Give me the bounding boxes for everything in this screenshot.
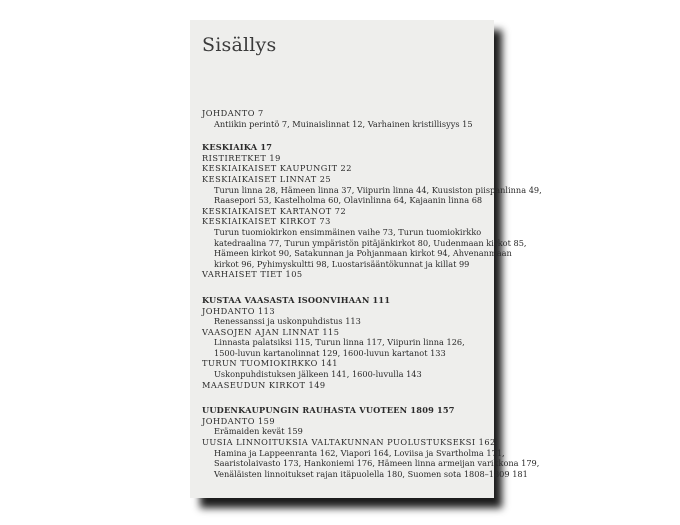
toc-entry-text: UUSIA LINNOITUKSIA VALTAKUNNAN PUOLUSTUKSEKSI bbox=[202, 437, 476, 448]
toc-entry-text: Turun linna 28, Hämeen linna 37, Viipurin linna 44, Kuusiston piispanlinna 49, bbox=[214, 184, 542, 195]
table-of-contents bbox=[202, 108, 542, 479]
toc-chapter bbox=[202, 269, 494, 280]
toc-subentries bbox=[202, 248, 512, 259]
toc-chapter bbox=[202, 174, 494, 185]
toc-chapter bbox=[202, 380, 494, 391]
toc-entry-text: Antiikin perintö 7, Muinaislinnat 12, Varhainen kristillisyys 15 bbox=[214, 118, 473, 129]
toc-entry-text: Saaristolaivasto 173, Hankoniemi 176, Hämeen linna armeijan varikkona 179, bbox=[214, 458, 540, 469]
toc-page-number: 105 bbox=[285, 269, 303, 280]
toc-entry-text: JOHDANTO bbox=[202, 305, 255, 316]
toc-chapter bbox=[202, 153, 494, 164]
toc-entry-text: Venäläisten linnoitukset rajan itäpuolella 180, Suomen sota 1808–1809 181 bbox=[214, 468, 528, 479]
toc-subentries bbox=[202, 237, 527, 249]
toc-subentries bbox=[202, 348, 494, 359]
toc-entry-text: Linnasta palatsiksi 115, Turun linna 117, Viipurin linna 126, bbox=[214, 337, 465, 348]
toc-chapter bbox=[202, 358, 494, 369]
toc-page-number: 72 bbox=[334, 205, 347, 216]
toc-page-number: 73 bbox=[319, 216, 331, 227]
toc-entry-text: JOHDANTO bbox=[202, 108, 255, 118]
toc-entry-text: Hamina ja Lappeenranta 162, Viapori 164, Loviisa ja Svartholma 171, bbox=[214, 447, 505, 458]
toc-page-number: 19 bbox=[269, 152, 281, 163]
toc-subentries bbox=[202, 316, 494, 327]
toc-entry-text: VARHAISET TIET bbox=[202, 269, 283, 280]
toc-entry-text: Uskonpuhdistuksen jälkeen 141, 1600-luvulla 143 bbox=[214, 369, 422, 380]
toc-entry-text: KESKIAIKAISET KARTANOT bbox=[202, 205, 332, 216]
toc-part bbox=[202, 295, 494, 306]
toc-chapter bbox=[202, 327, 494, 338]
toc-entry-text: katedraalina 77, Turun ympäristön pitäjänkirkot 80, Uudenmaan kirkot 85, bbox=[214, 237, 527, 248]
toc-page-number: 22 bbox=[340, 163, 352, 174]
toc-subentries bbox=[202, 369, 494, 380]
toc-entry-text: kirkot 96, Pyhimyskultti 98, Luostarisääntökunnat ja killat 99 bbox=[214, 258, 470, 269]
toc-subentries bbox=[202, 195, 494, 206]
toc-entry-text: 1500-luvun kartanolinnat 129, 1600-luvun kartanot 133 bbox=[214, 347, 446, 358]
toc-entry-text: MAASEUDUN KIRKOT bbox=[202, 379, 306, 390]
toc-chapter bbox=[202, 108, 494, 119]
toc-entry-text: JOHDANTO bbox=[202, 415, 255, 426]
toc-page-number: 162 bbox=[478, 437, 496, 448]
toc-entry-text: KESKIAIKAISET KIRKOT bbox=[202, 216, 317, 227]
toc-entry-text: Turun tuomiokirkon ensimmäinen vaihe 73, Turun tuomiokirkko bbox=[214, 226, 482, 237]
book-page bbox=[190, 20, 542, 498]
toc-page-number: 115 bbox=[322, 326, 340, 337]
toc-entry-text: RISTIRETKET bbox=[202, 152, 267, 163]
toc-entry-text: KESKIAIKA bbox=[202, 142, 258, 153]
toc-entry-text: UUDENKAUPUNGIN RAUHASTA VUOTEEN 1809 bbox=[202, 405, 434, 416]
toc-part bbox=[202, 405, 494, 416]
toc-subentries bbox=[202, 119, 494, 130]
toc-entry-text: KESKIAIKAISET LINNAT bbox=[202, 173, 317, 184]
toc-entry-text: TURUN TUOMIOKIRKKO bbox=[202, 358, 318, 369]
toc-subentries bbox=[202, 259, 494, 270]
toc-page-number: 141 bbox=[320, 358, 338, 369]
toc-subentries bbox=[202, 458, 540, 469]
toc-chapter bbox=[202, 163, 494, 174]
toc-entry-text: Hämeen kirkot 90, Satakunnan ja Pohjanmaan kirkot 94, Ahvenanmaan bbox=[214, 248, 512, 259]
toc-page-number: 113 bbox=[257, 305, 276, 316]
toc-page-number: 159 bbox=[257, 415, 276, 426]
toc-entry-text: Erämaiden kevät 159 bbox=[214, 426, 303, 437]
toc-chapter bbox=[202, 437, 494, 448]
toc-subentries bbox=[202, 337, 494, 348]
toc-page-number: 7 bbox=[257, 108, 264, 118]
toc-subentries bbox=[202, 468, 528, 480]
toc-entry-text: KUSTAA VAASASTA ISOONVIHAAN bbox=[202, 294, 370, 305]
toc-subentries bbox=[202, 447, 505, 459]
toc-entry-text: VAASOJEN AJAN LINNAT bbox=[202, 326, 320, 337]
toc-page-number: 17 bbox=[260, 142, 273, 153]
toc-page-number: 157 bbox=[436, 405, 455, 416]
toc-entry-text: Renessanssi ja uskonpuhdistus 113 bbox=[214, 316, 361, 327]
toc-chapter bbox=[202, 206, 494, 217]
page-title: Sisällys bbox=[202, 34, 277, 56]
toc-page-number: 149 bbox=[308, 379, 326, 390]
toc-subentries bbox=[202, 426, 494, 437]
toc-subentries bbox=[202, 227, 494, 238]
toc-page-number: 111 bbox=[372, 294, 391, 305]
toc-entry-text: Raasepori 53, Kastelholma 60, Olavinlinna 64, Kajaanin linna 68 bbox=[214, 195, 483, 206]
toc-part bbox=[202, 142, 494, 153]
toc-subentries bbox=[202, 184, 542, 196]
toc-page-number: 25 bbox=[319, 173, 332, 184]
toc-chapter bbox=[202, 216, 494, 227]
toc-entry-text: KESKIAIKAISET KAUPUNGIT bbox=[202, 163, 338, 174]
toc-chapter bbox=[202, 306, 494, 317]
toc-chapter bbox=[202, 416, 494, 427]
